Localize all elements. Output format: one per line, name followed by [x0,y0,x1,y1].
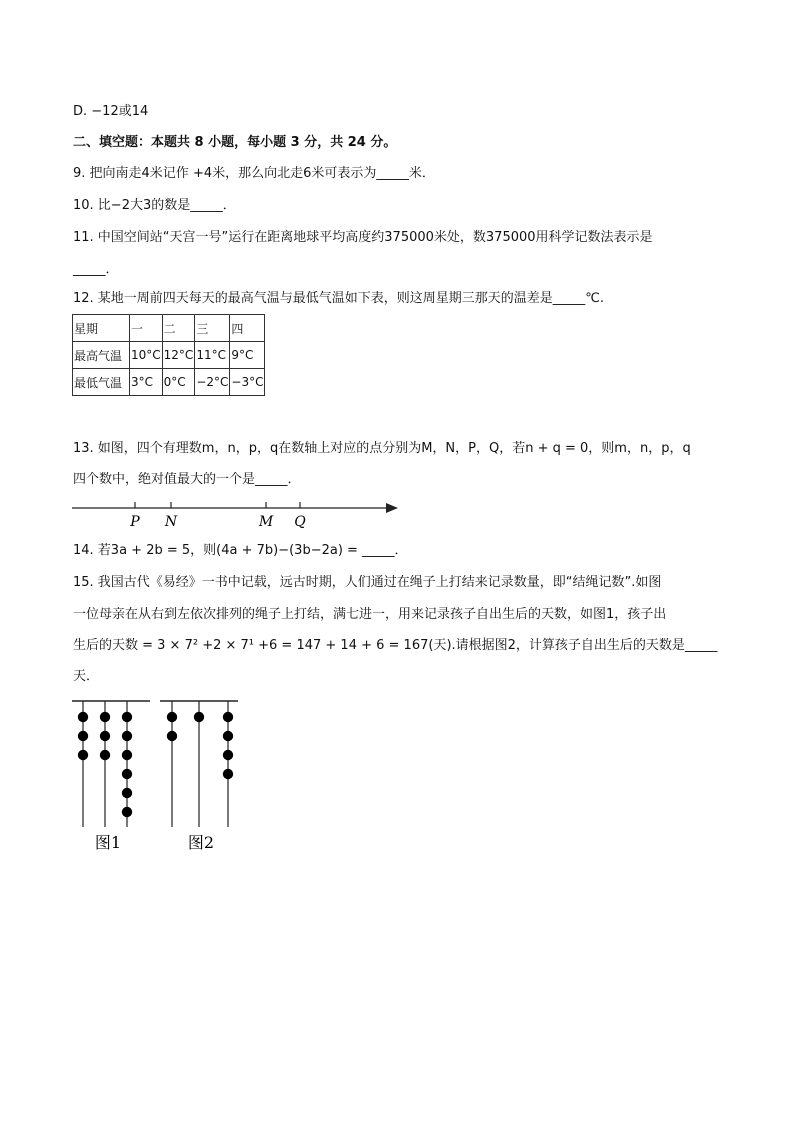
fig1-knot [78,731,88,741]
table-cell: 四 [230,315,265,342]
number-line [70,498,410,534]
table-cell: −3°C [230,369,265,396]
fig1-knot [100,731,110,741]
fig2-knot [167,731,177,741]
fig1-knot [122,731,132,741]
table-cell: 最高气温 [73,342,130,369]
question-15-line1: 15. 我国古代《易经》一书中记载，远古时期，人们通过在绳子上打结来记录数量，即“结绳记数”.如图 [73,575,662,590]
fig1-knot [78,712,88,722]
question-15-line3: 生后的天数 = 3 × 7² +2 × 7¹ +6 = 147 + 14 + 6 = 167(天).请根据图2，计算孩子自出生后的天数是_____ [73,638,718,653]
fig1-knot [122,788,132,798]
fig2-knot [167,712,177,722]
fig2-knot [223,712,233,722]
question-13-line1: 13. 如图，四个有理数m，n，p，q在数轴上对应的点分别为M，N，P，Q，若n + q = 0，则m，n，p，q [73,441,691,456]
table-header-row [73,315,265,342]
table-cell: 11°C [195,342,230,369]
table-cell: −2°C [195,369,230,396]
question-12: 12. 某地一周前四天每天的最高气温与最低气温如下表，则这周星期三那天的温差是_____℃. [73,291,605,306]
question-10: 10. 比−2大3的数是_____． [73,198,236,213]
fig2-knot [223,750,233,760]
question-15-line4: 天． [73,669,100,684]
label-q: Q [294,514,306,530]
table-cell: 0°C [162,369,195,396]
section-title: 二、填空题：本题共 8 小题，每小题 3 分，共 24 分。 [73,135,397,150]
fig1-knot [100,712,110,722]
fig2-knot [223,769,233,779]
table-cell: 二 [162,315,195,342]
fig2-knot [194,712,204,722]
q8-option-d: D. −12或14 [73,104,149,119]
fig1-knot [122,807,132,817]
question-11-line2: _____． [73,262,119,277]
question-15-line2: 一位母亲在从右到左依次排列的绳子上打结，满七进一，用来记录孩子自出生后的天数，如图1，孩子出 [73,607,667,622]
question-14: 14. 若3a + 2b = 5，则(4a + 7b)−(3b−2a) = _____． [73,543,408,558]
table-cell: 最低气温 [73,369,130,396]
table-cell: 10°C [130,342,163,369]
question-11-line1: 11. 中国空间站“天宫一号”运行在距离地球平均高度约375000米处，数375000用科学记数法表示是 [73,230,653,245]
table-cell: 星期 [73,315,130,342]
label-n: N [164,514,178,530]
figure-1-label: 图1 [94,833,122,852]
table-row [73,369,265,396]
label-p: P [130,514,140,530]
fig1-knot [122,750,132,760]
table-cell: 9°C [230,342,265,369]
temperature-table [72,314,265,396]
table-row [73,342,265,369]
table-cell: 三 [195,315,230,342]
table-cell: 一 [130,315,163,342]
label-m: M [258,514,274,530]
question-9: 9. 把向南走4米记作 +4米，那么向北走6米可表示为_____米． [73,166,435,181]
figure-2-label: 图2 [187,833,215,852]
fig1-knot [78,750,88,760]
table-cell: 12°C [162,342,195,369]
knot-figures [70,695,270,855]
table-cell: 3°C [130,369,163,396]
fig1-knot [122,769,132,779]
fig2-knot [223,731,233,741]
question-13-line2: 四个数中，绝对值最大的一个是_____． [73,472,301,487]
arrow-head [386,503,398,513]
fig1-knot [100,750,110,760]
fig1-knot [122,712,132,722]
